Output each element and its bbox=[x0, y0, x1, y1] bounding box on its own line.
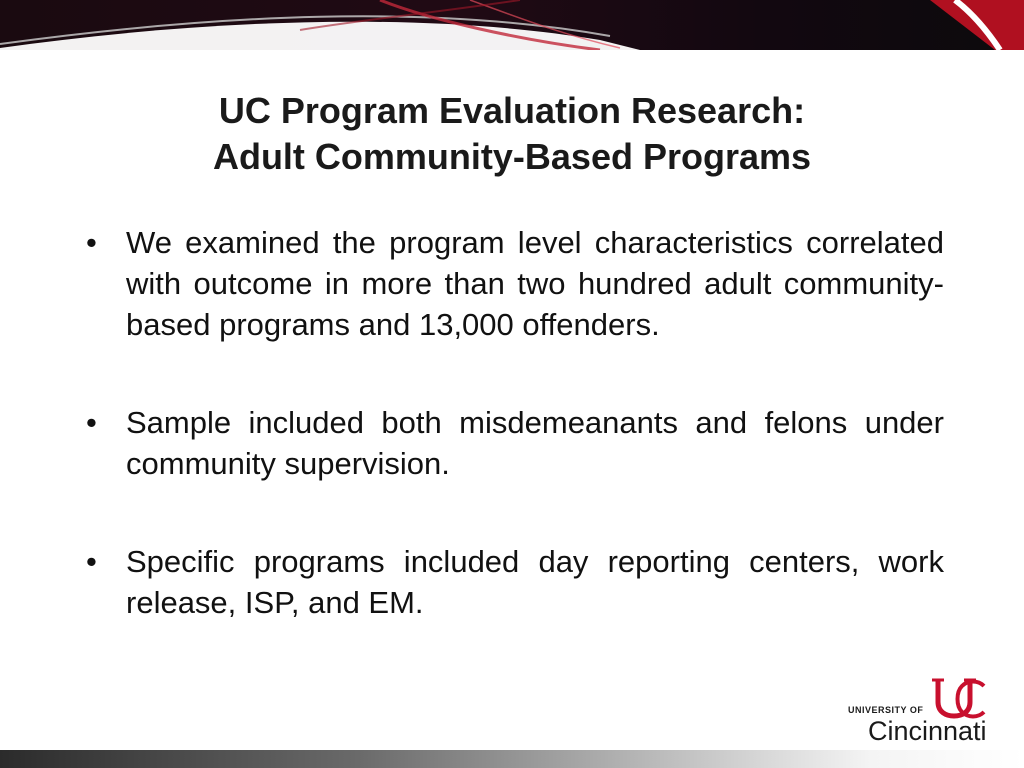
bullet-icon: • bbox=[86, 405, 97, 440]
bullet-text: We examined the program level characteristics correlated with outcome in more than two hundred adult community-based programs and 13,000 offenders. bbox=[126, 225, 944, 342]
bottom-bar bbox=[0, 750, 1024, 768]
bullet-text: Sample included both misdemeanants and felons under community supervision. bbox=[126, 405, 944, 481]
bullet-item bbox=[86, 541, 944, 623]
bullet-icon: • bbox=[86, 225, 97, 260]
bullet-item bbox=[86, 222, 944, 345]
bullet-text: Specific programs included day reporting centers, work release, ISP, and EM. bbox=[126, 544, 944, 620]
bullet-icon: • bbox=[86, 544, 97, 579]
bullet-item bbox=[86, 402, 944, 484]
slide-title-line-1: UC Program Evaluation Research: bbox=[218, 90, 806, 131]
logo-cincinnati-text: Cincinnati bbox=[868, 716, 987, 746]
bullet-list bbox=[86, 222, 944, 623]
slide-title-line-2: Adult Community-Based Programs bbox=[212, 136, 812, 177]
top-banner bbox=[0, 0, 1024, 50]
slide-title bbox=[112, 88, 912, 180]
uc-monogram-icon bbox=[928, 676, 988, 720]
logo-university-of-text: UNIVERSITY OF bbox=[848, 705, 924, 715]
university-logo bbox=[848, 676, 998, 746]
